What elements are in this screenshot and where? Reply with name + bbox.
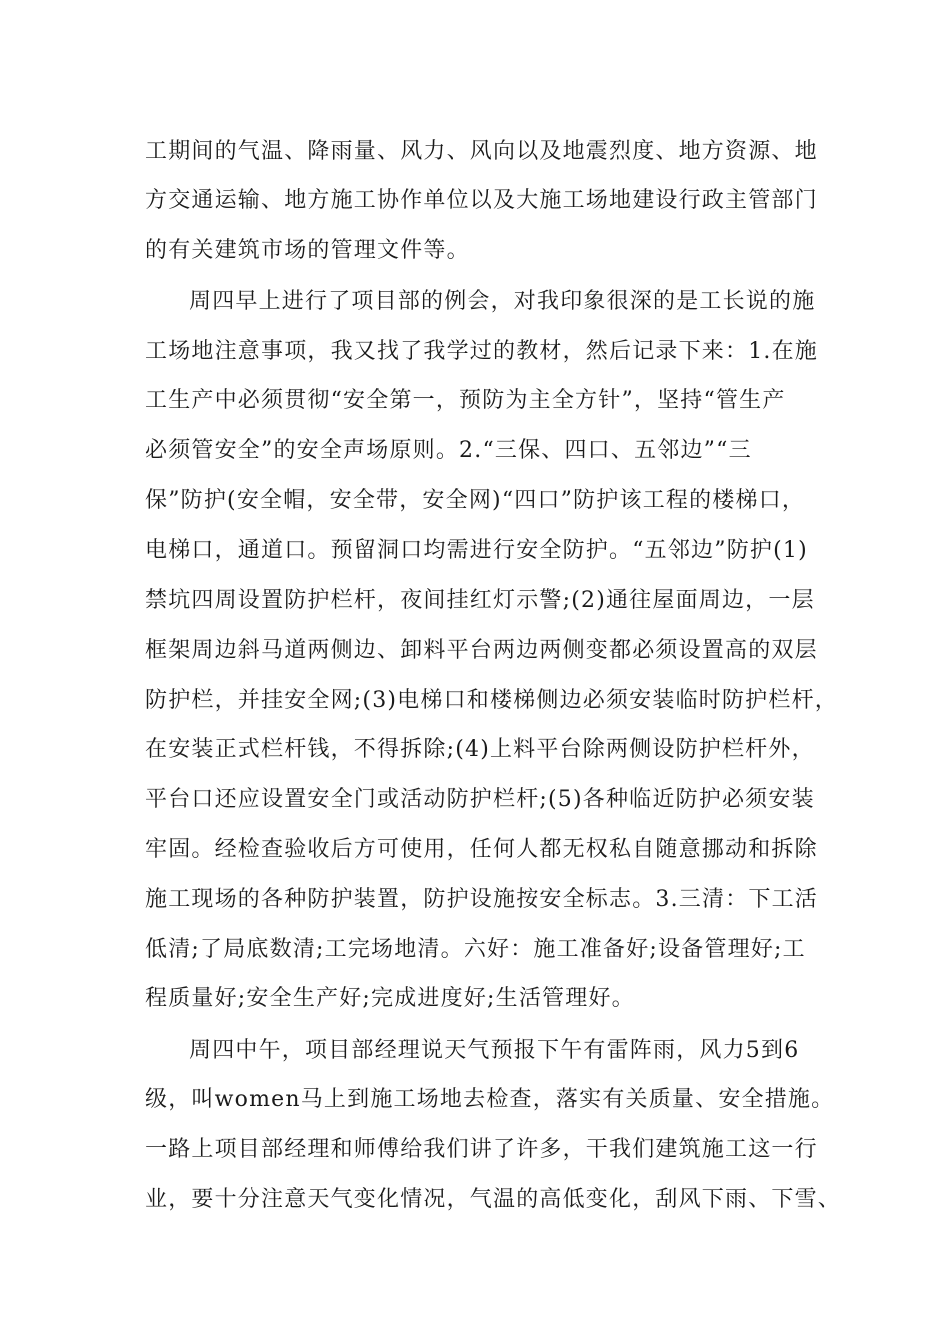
text-line: 级，叫women马上到施工场地去检查，落实有关质量、安全措施。: [145, 1087, 835, 1112]
text-line: 在安装正式栏杆钱，不得拆除;(4)上料平台除两侧设防护栏杆外，: [145, 737, 815, 762]
text-line: 业，要十分注意天气变化情况，气温的高低变化，刮风下雨、下雪、: [145, 1187, 842, 1212]
text-line: 防护栏，并挂安全网;(3)电梯口和楼梯侧边必须安装临时防护栏杆，: [145, 688, 838, 713]
text-line: 工期间的气温、降雨量、风力、风向以及地震烈度、地方资源、地: [145, 139, 818, 164]
text-line: 框架周边斜马道两侧边、卸料平台两边两侧变都必须设置高的双层: [145, 638, 818, 663]
paragraph-first-line: 周四中午，项目部经理说天气预报下午有雷阵雨，风力5到6: [189, 1038, 800, 1063]
text-line: 工生产中必须贯彻“安全第一，预防为主全方针”，坚持“管生产: [145, 388, 786, 413]
text-line: 牢固。经检查验收后方可使用，任何人都无权私自随意挪动和拆除: [145, 837, 818, 862]
text-line: 方交通运输、地方施工协作单位以及大施工场地建设行政主管部门: [145, 188, 818, 213]
paragraph-first-line: 周四早上进行了项目部的例会，对我印象很深的是工长说的施: [189, 289, 816, 314]
text-line: 施工现场的各种防护装置，防护设施按安全标志。3.三清：下工活: [145, 887, 818, 912]
text-line: 一路上项目部经理和师傅给我们讲了许多，干我们建筑施工这一行: [145, 1137, 818, 1162]
text-line: 低清;了局底数清;工完场地清。六好：施工准备好;设备管理好;工: [145, 937, 806, 962]
text-line: 的有关建筑市场的管理文件等。: [145, 238, 470, 263]
text-line: 平台口还应设置安全门或活动防护栏杆;(5)各种临近防护必须安装: [145, 787, 815, 812]
text-line: 程质量好;安全生产好;完成进度好;生活管理好。: [145, 986, 635, 1011]
text-line: 必须管安全”的安全声场原则。2.“三保、四口、五邻边”“三: [145, 438, 752, 463]
text-line: 工场地注意事项，我又找了我学过的教材，然后记录下来：1.在施: [145, 339, 818, 364]
text-line: 保”防护(安全帽，安全带，安全网)“四口”防护该工程的楼梯口，: [145, 488, 806, 513]
text-line: 禁坑四周设置防护栏杆，夜间挂红灯示警;(2)通往屋面周边，一层: [145, 588, 815, 613]
text-line: 电梯口，通道口。预留洞口均需进行安全防护。“五邻边”防护(1): [145, 538, 808, 563]
